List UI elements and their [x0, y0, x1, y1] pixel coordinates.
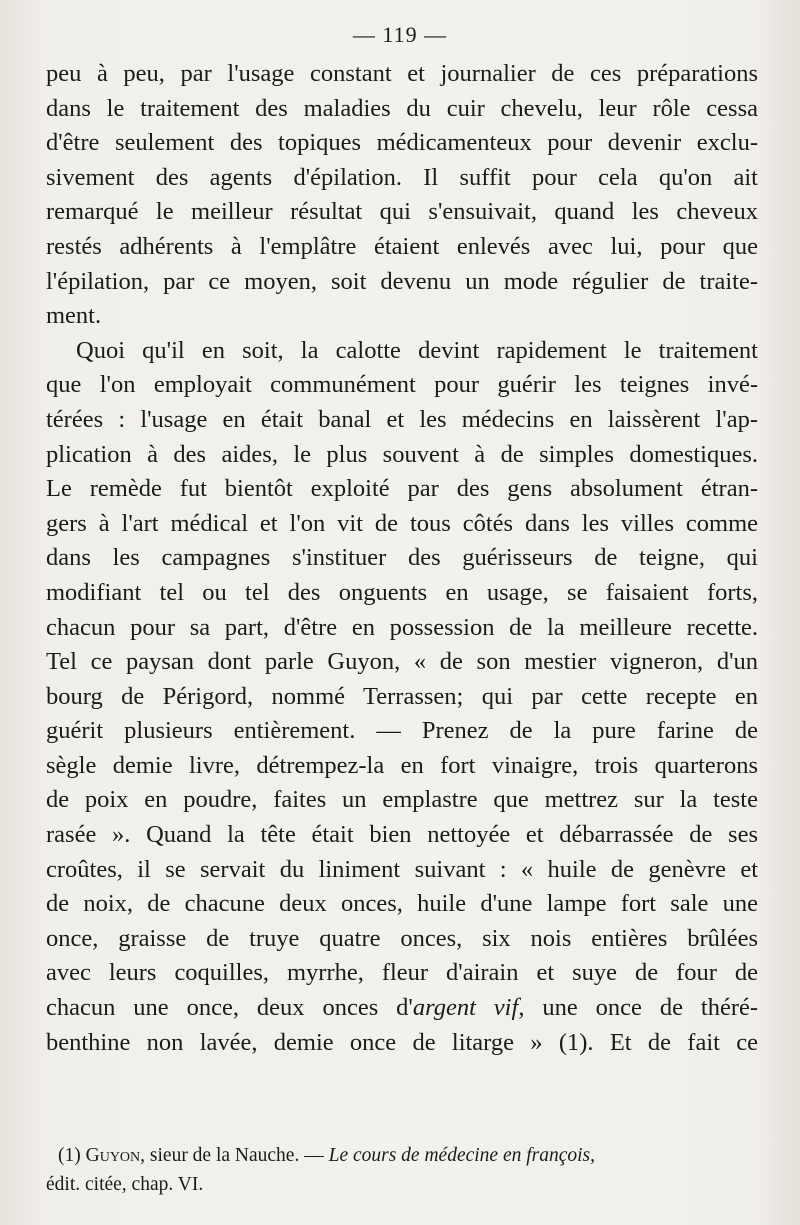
footnote-title: Le cours de médecine en françois	[328, 1145, 591, 1166]
text-line: Le remède fut bientôt exploité par des gens absolument étran-	[46, 475, 758, 503]
text-line: que l'on employait communément pour guérir les teignes invé-	[46, 371, 758, 399]
text-line: benthine non lavée, demie once de litarge » (1). Et de fait ce	[46, 1028, 758, 1056]
footnotes	[46, 1141, 758, 1199]
text-line: gers à l'art médical et l'on vit de tous côtés dans les villes comme	[46, 509, 758, 537]
text-line: de noix, de chacune deux onces, huile d'une lampe fort sale une	[46, 890, 758, 918]
text-fragment: , une once de théré-	[518, 994, 758, 1022]
footnote-line	[46, 1141, 758, 1170]
text-line: guérit plusieurs entièrement. — Prenez de la pure farine de	[46, 717, 758, 745]
text-line: d'être seulement des topiques médicamenteux pour devenir exclu-	[46, 129, 758, 157]
text-fragment: chacun une once, deux onces d'	[46, 994, 413, 1022]
footnote-author: Guyon	[85, 1145, 141, 1166]
footnote-text: , sieur de la Nauche. —	[140, 1145, 329, 1166]
text-line: dans le traitement des maladies du cuir chevelu, leur rôle cessa	[46, 94, 758, 122]
text-line: chacun pour sa part, d'être en possession de la meilleure recette.	[46, 613, 758, 641]
text-line: ment.	[46, 302, 102, 330]
text-line: plication à des aides, le plus souvent à de simples domestiques.	[46, 440, 758, 468]
text-line: Tel ce paysan dont parle Guyon, « de son mestier vigneron, d'un	[46, 648, 758, 676]
text-line: Quoi qu'il en soit, la calotte devint rapidement le traitement	[76, 336, 758, 364]
text-line: remarqué le meilleur résultat qui s'ensuivait, quand les cheveux	[46, 198, 758, 226]
text-line: once, graisse de truye quatre onces, six nois entières brûlées	[46, 924, 758, 952]
body-text	[46, 57, 758, 1060]
text-line: peu à peu, par l'usage constant et journalier de ces préparations	[46, 60, 758, 87]
text-line: croûtes, il se servait du liniment suivant : « huile de genèvre et	[46, 855, 758, 883]
text-line: dans les campagnes s'instituer des guérisseurs de teigne, qui	[46, 544, 758, 572]
italic-text: argent vif	[412, 994, 519, 1022]
text-line: rasée ». Quand la tête était bien nettoyée et débarrassée de ses	[46, 821, 758, 849]
text-line: avec leurs coquilles, myrrhe, fleur d'airain et suye de four de	[46, 959, 758, 987]
footnote-line: édit. citée, chap. VI.	[46, 1174, 204, 1195]
text-line: sivement des agents d'épilation. Il suffit pour cela qu'on ait	[46, 163, 758, 191]
text-line: l'épilation, par ce moyen, soit devenu un mode régulier de traite-	[46, 267, 758, 295]
page-number: — 119 —	[352, 22, 448, 47]
text-line: sègle demie livre, détrempez-la en fort vinaigre, trois quarterons	[46, 751, 758, 779]
text-line: bourg de Périgord, nommé Terrassen; qui par cette recepte en	[46, 682, 758, 710]
footnote-marker: (1)	[58, 1145, 81, 1166]
text-line: modifiant tel ou tel des onguents en usage, se faisaient forts,	[46, 578, 758, 606]
text-line-with-italic	[46, 991, 758, 1026]
footnote-text: ,	[590, 1145, 596, 1166]
text-line: de poix en poudre, faites un emplastre que mettrez sur la teste	[46, 786, 758, 814]
text-line: térées : l'usage en était banal et les médecins en laissèrent l'ap-	[46, 405, 758, 433]
text-line: restés adhérents à l'emplâtre étaient enlevés avec lui, pour que	[46, 232, 758, 260]
